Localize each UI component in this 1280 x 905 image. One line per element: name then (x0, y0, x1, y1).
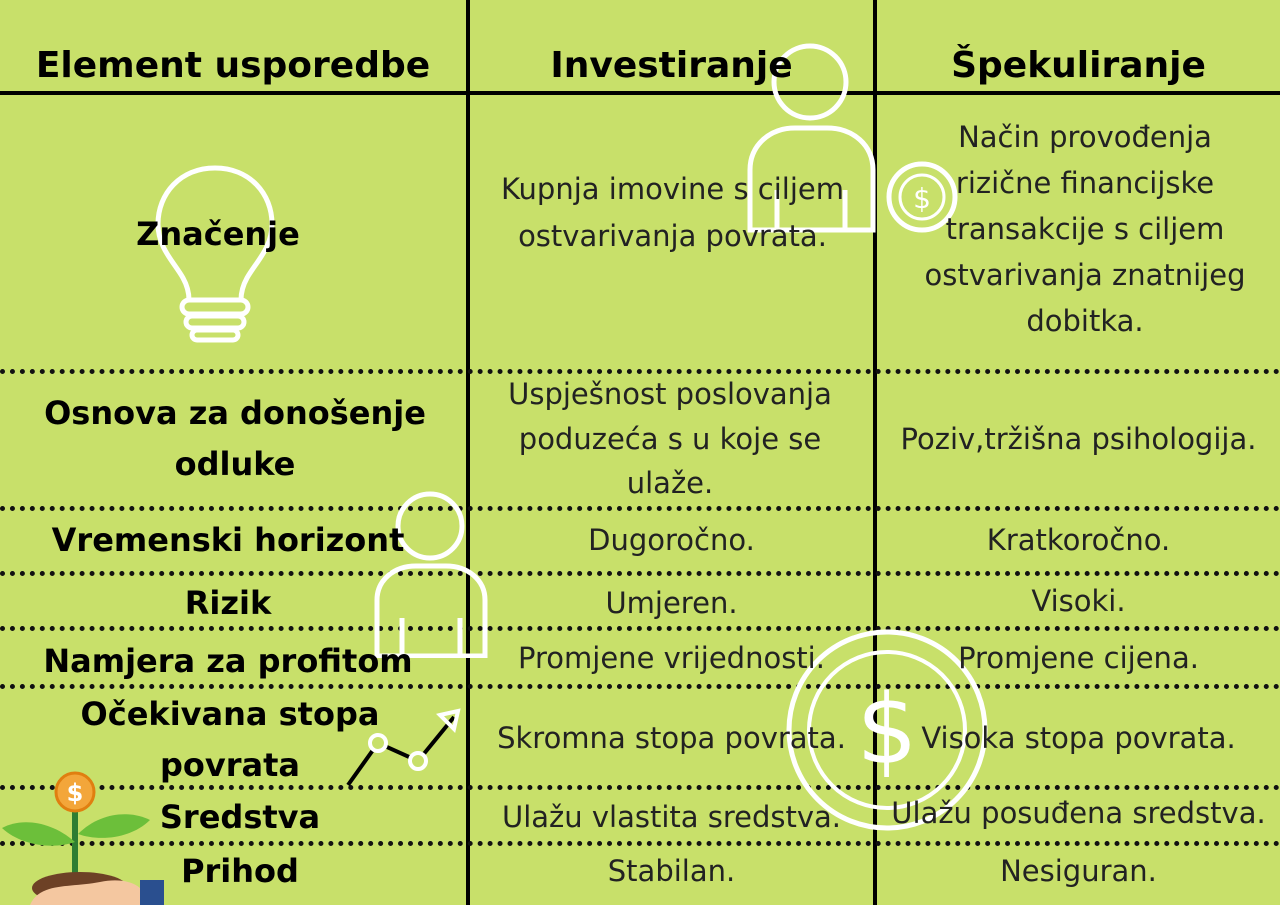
row-label: Vremenski horizont (51, 521, 405, 559)
row-investing-value: Dugoročno. (588, 522, 755, 557)
header-speculating: Špekuliranje (951, 44, 1206, 86)
row-speculating-value: Nesiguran. (1000, 853, 1157, 888)
row-speculating-value: Poziv,tržišna psihologija. (900, 421, 1257, 456)
row-label: Osnova za donošenje odluke (44, 393, 426, 483)
header-element: Element usporedbe (35, 44, 431, 86)
row-investing-value: Stabilan. (607, 853, 736, 888)
row-label: Rizik (184, 584, 272, 622)
row-speculating-value: Način provođenja rizične financijske transakcije s ciljem ostvarivanja znatnijeg dobitka. (924, 120, 1246, 338)
row-investing-value: Promjene vrijednosti. (518, 640, 825, 675)
svg-text:$: $ (913, 182, 931, 215)
row-investing-value: Kupnja imovine s ciljem ostvarivanja povrata. (500, 172, 845, 253)
row-speculating-value: Promjene cijena. (958, 640, 1199, 675)
row-investing-value: Umjeren. (605, 585, 738, 620)
row-investing-value: Uspješnost poslovanja poduzeća s u koje se ulaže. (508, 376, 832, 501)
row-investing-value: Skromna stopa povrata. (497, 720, 846, 755)
row-label: Prihod (181, 852, 299, 890)
svg-text:$: $ (66, 779, 84, 807)
row-speculating-value: Ulažu posuđena sredstva. (891, 795, 1266, 830)
row-speculating-value: Visoki. (1031, 583, 1126, 618)
row-label: Namjera za profitom (43, 642, 413, 680)
header-investing: Investiranje (550, 44, 793, 86)
row-investing-value: Ulažu vlastita sredstva. (501, 799, 842, 834)
row-speculating-value: Visoka stopa povrata. (921, 720, 1236, 755)
svg-text:$: $ (856, 674, 918, 786)
row-label: Značenje (136, 215, 300, 253)
row-label: Sredstva (159, 798, 321, 836)
row-label: Očekivana stopa povrata (80, 694, 380, 784)
row-speculating-value: Kratkoročno. (986, 522, 1171, 557)
